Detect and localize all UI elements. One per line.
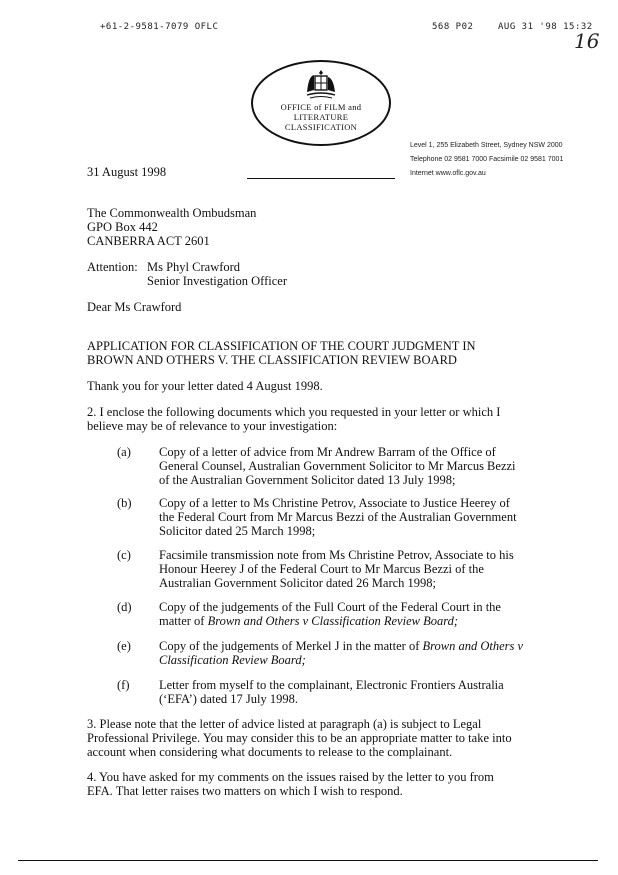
para4-line-2: EFA. That letter raises two matters on which I wish to respond.: [87, 784, 403, 798]
para3-line-1: 3. Please note that the letter of advice listed at paragraph (a) is subject to Legal: [87, 717, 482, 731]
para4-line-1: 4. You have asked for my comments on the issues raised by the letter to you from: [87, 770, 494, 784]
para3-line-3: account when considering what documents to release to the complainant.: [87, 745, 453, 759]
address-line-2: Telephone 02 9581 7000 Facsimile 02 9581 7001: [410, 156, 564, 163]
letter-date: 31 August 1998: [87, 165, 167, 179]
item-e-line-2: [159, 653, 559, 667]
attention-label: Attention:: [87, 260, 138, 274]
opening-sentence: Thank you for your letter dated 4 August 1998.: [87, 379, 323, 393]
footer-rule: [18, 860, 598, 861]
item-d-case-name: Brown and Others v Classification Review Board;: [207, 614, 459, 628]
item-d-line-1: Copy of the judgements of the Full Court of the Federal Court in the: [159, 600, 501, 614]
item-a-line-2: General Counsel, Australian Government Solicitor to Mr Marcus Bezzi: [159, 459, 516, 473]
recipient-line-3: CANBERRA ACT 2601: [87, 234, 210, 248]
item-c-line-3: Australian Government Solicitor dated 26 March 1998;: [159, 576, 437, 590]
para3-line-2: Professional Privilege. You may consider this to be an appropriate matter to take into: [87, 731, 512, 745]
item-e-line-1-plain: Copy of the judgements of Merkel J in the matter of: [159, 639, 423, 653]
oflc-logo: [251, 60, 391, 146]
item-d-line-2: [159, 614, 559, 628]
item-c-line-1: Facsimile transmission note from Ms Christine Petrov, Associate to his: [159, 548, 514, 562]
subject-line-2: BROWN AND OTHERS V. THE CLASSIFICATION REVIEW BOARD: [87, 353, 457, 367]
subject-line-1: APPLICATION FOR CLASSIFICATION OF THE COURT JUDGMENT IN: [87, 339, 476, 353]
handwritten-page-mark: 16: [574, 29, 600, 53]
item-d-line-2-plain: matter of: [159, 614, 208, 628]
logo-line-3: CLASSIFICATION: [284, 122, 358, 132]
item-b-line-1: Copy of a letter to Ms Christine Petrov, Associate to Justice Heerey of: [159, 496, 510, 510]
recipient-line-1: The Commonwealth Ombudsman: [87, 206, 257, 220]
item-b-label: (b): [117, 496, 132, 510]
para2-line-1: 2. I enclose the following documents which you requested in your letter or which I: [87, 405, 501, 419]
item-c-line-2: Honour Heerey J of the Federal Court to Mr Marcus Bezzi of the: [159, 562, 484, 576]
item-f-line-1: Letter from myself to the complainant, Electronic Frontiers Australia: [159, 678, 504, 692]
fax-datetime: AUG 31 '98 15:32: [498, 22, 593, 32]
fax-sender-number: +61-2-9581-7079 OFLC: [100, 22, 219, 32]
item-d-label: (d): [117, 600, 132, 614]
item-b-line-3: Solicitor dated 25 March 1998;: [159, 524, 316, 538]
coat-of-arms-icon: [304, 68, 338, 100]
item-e-case-name-part-2: Classification Review Board;: [159, 653, 306, 667]
item-f-label: (f): [117, 678, 130, 692]
item-a-line-3: of the Australian Government Solicitor dated 13 July 1998;: [159, 473, 456, 487]
item-a-label: (a): [117, 445, 131, 459]
item-f-line-2: (‘EFA’) dated 17 July 1998.: [159, 692, 298, 706]
header-divider: [247, 178, 395, 179]
item-e-case-name-part-1: Brown and Others v: [422, 639, 524, 653]
item-c-label: (c): [117, 548, 131, 562]
item-e-label: (e): [117, 639, 131, 653]
attention-name: Ms Phyl Crawford: [147, 260, 241, 274]
item-b-line-2: the Federal Court from Mr Marcus Bezzi of the Australian Government: [159, 510, 517, 524]
attention-title: Senior Investigation Officer: [147, 274, 288, 288]
item-e-line-1: [159, 639, 559, 653]
address-line-1: Level 1, 255 Elizabeth Street, Sydney NSW 2000: [410, 142, 563, 149]
recipient-line-2: GPO Box 442: [87, 220, 158, 234]
logo-line-2: LITERATURE: [293, 112, 349, 122]
para2-line-2: believe may be of relevance to your investigation:: [87, 419, 338, 433]
fax-page-code: 568 P02: [432, 22, 474, 32]
logo-line-1: OFFICE of FILM and: [280, 102, 362, 112]
address-line-3: Internet www.oflc.gov.au: [410, 170, 486, 177]
item-a-line-1: Copy of a letter of advice from Mr Andrew Barram of the Office of: [159, 445, 496, 459]
salutation: Dear Ms Crawford: [87, 300, 182, 314]
